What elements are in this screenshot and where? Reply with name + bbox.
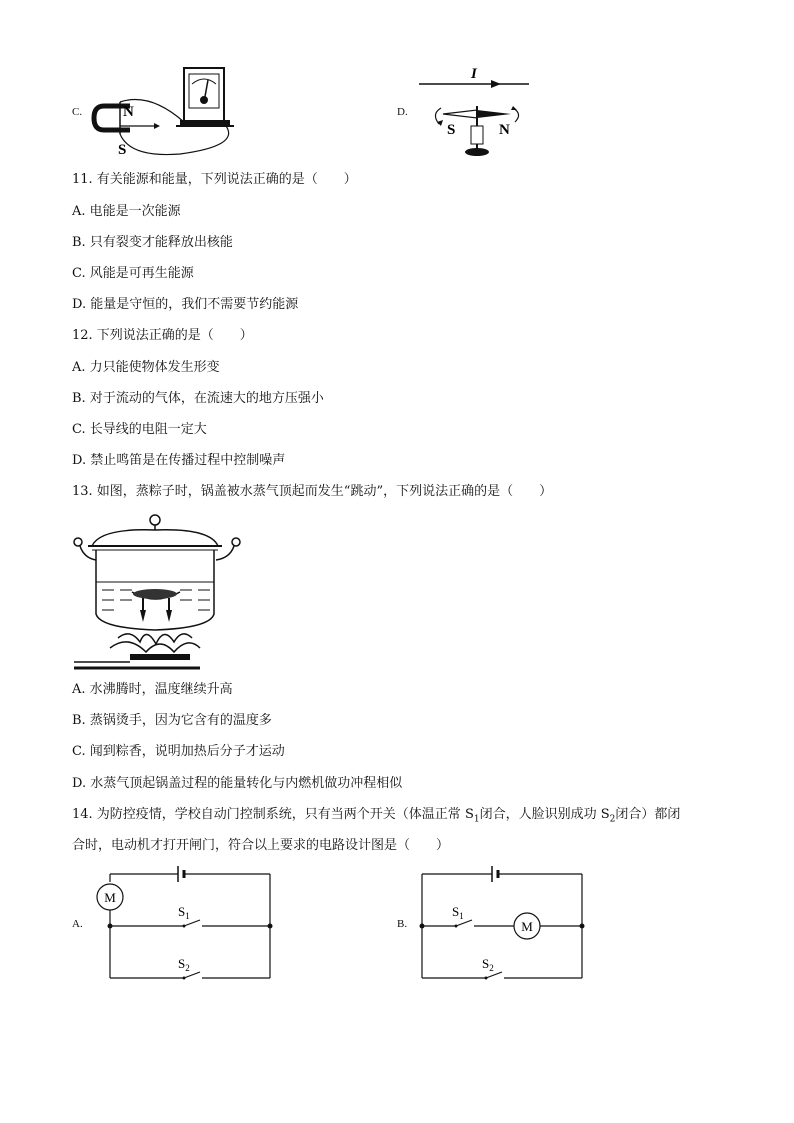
magnet-n-label: N (123, 104, 134, 120)
q11-option-c: C. 风能是可再生能源 (72, 266, 194, 281)
circuit-b-label: B. (397, 918, 408, 930)
circuit-b-s2-label: $S_2$ (482, 956, 494, 973)
q12-stem: 12. 下列说法正确的是（ ） (72, 328, 253, 343)
figure-d-compass-needle (415, 62, 535, 162)
q13-option-a: A. 水沸腾时，温度继续升高 (72, 682, 233, 697)
current-label: I (471, 66, 477, 82)
q12-option-b: B. 对于流动的气体，在流速大的地方压强小 (72, 391, 324, 406)
circuit-a-s2-label: $S_2$ (178, 956, 190, 973)
figure-c-galvanometer (90, 62, 250, 162)
q14-stem-line2: 合时，电动机才打开闸门，符合以上要求的电路设计图是（ ） (72, 838, 450, 853)
q11-stem: 11. 有关能源和能量，下列说法正确的是（ ） (72, 172, 357, 187)
circuit-b-motor-label: M (521, 919, 533, 934)
circuit-a-motor-label: M (104, 890, 116, 905)
q11-option-a: A. 电能是一次能源 (72, 204, 181, 219)
q14-stem-line1: 14. 为防控疫情，学校自动门控制系统，只有当两个开关（体温正常 $S_1$闭合，人脸识别成功 $S_2$闭合）都闭 (72, 807, 681, 825)
circuit-b-s1-label: $S_1$ (452, 904, 464, 921)
q13-option-c: C. 闻到粽香，说明加热后分子才运动 (72, 744, 285, 759)
q12-option-d: D. 禁止鸣笛是在传播过程中控制噪声 (72, 453, 286, 468)
option-c-label: C. (72, 106, 83, 118)
needle-n-label: N (499, 122, 510, 138)
option-d-label: D. (397, 106, 408, 118)
circuit-a-s1-label: $S_1$ (178, 904, 190, 921)
circuit-a-label: A. (72, 918, 83, 930)
q11-option-b: B. 只有裂变才能释放出核能 (72, 235, 233, 250)
q13-stem: 13. 如图，蒸粽子时，锅盖被水蒸气顶起而发生“跳动”，下列说法正确的是（ ） (72, 484, 553, 499)
magnet-s-label: S (118, 142, 127, 158)
q12-option-c: C. 长导线的电阻一定大 (72, 422, 207, 437)
needle-s-label: S (447, 122, 456, 138)
q13-option-b: B. 蒸锅烫手，因为它含有的温度多 (72, 713, 272, 728)
circuit-b-diagram (412, 862, 602, 984)
figure-steamer-pot (70, 510, 245, 675)
q12-option-a: A. 力只能使物体发生形变 (72, 360, 220, 375)
q11-option-d: D. 能量是守恒的，我们不需要节约能源 (72, 297, 299, 312)
circuit-a-diagram (90, 862, 280, 984)
q13-option-d: D. 水蒸气顶起锅盖过程的能量转化与内燃机做功冲程相似 (72, 776, 403, 791)
